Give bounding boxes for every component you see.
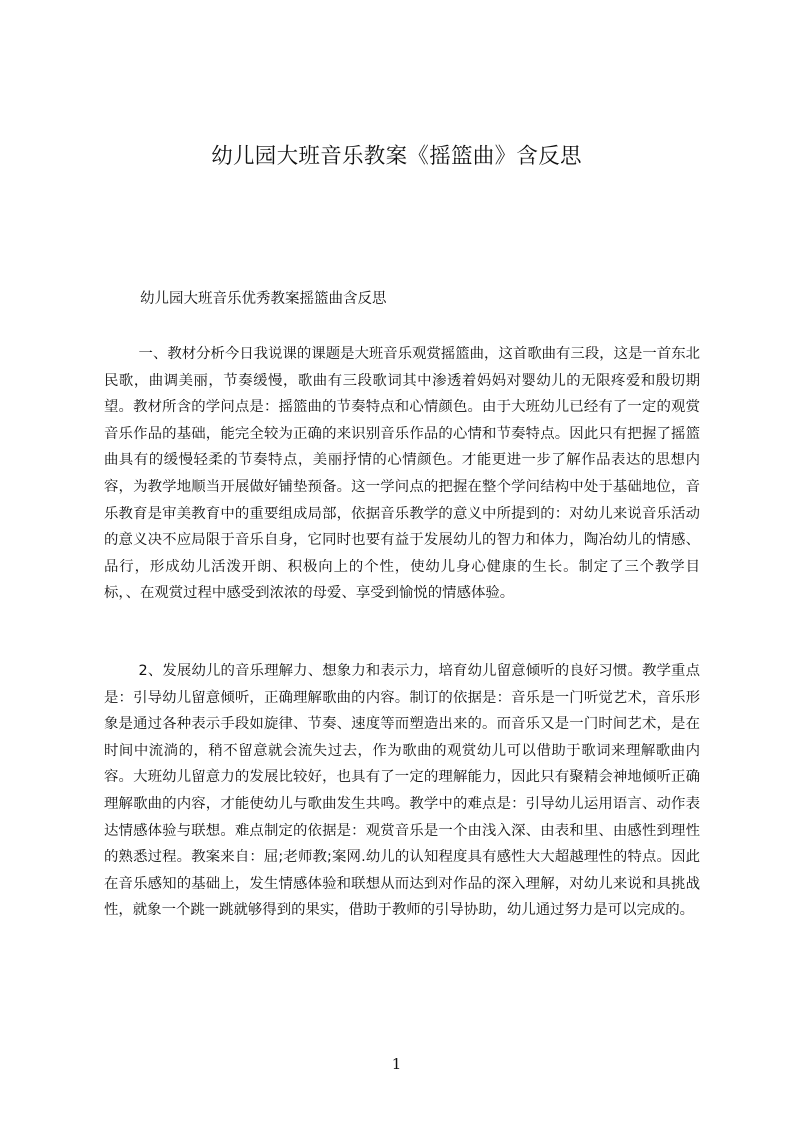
document-subtitle: 幼儿园大班音乐优秀教案摇篮曲含反思 xyxy=(140,291,387,307)
paragraph-teaching-material-analysis: 一、教材分析今日我说课的课题是大班音乐观赏摇篮曲，这首歌曲有三段，这是一首东北民歌，曲调美丽，节奏缓慢，歌曲有三段歌词其中渗透着妈妈对婴幼儿的无限疼爱和殷切期望。教材所含的学问点是：摇篮曲的节奏特点和心情颜色。由于大班幼儿已经有了一定的观赏音乐作品的基础，能完全较为正确的来识别音乐作品的心情和节奏特点。因此只有把握了摇篮曲具有的缓慢轻柔的节奏特点，美丽抒情的心情颜色。才能更进一步了解作品表达的思想内容，为教学地顺当开展做好铺垫预备。这一学问点的把握在整个学问结构中处于基础地位，音乐教育是审美教育中的重要组成局部，依据音乐教学的意义中所提到的：对幼儿来说音乐活动的意义决不应局限于音乐自身，它同时也要有益于发展幼儿的智力和体力，陶冶幼儿的情感、品行，形成幼儿活泼开朗、积极向上的个性，使幼儿身心健康的生长。制定了三个教学目标，、在观赏过程中感受到浓浓的母爱、享受到愉悦的情感体验。 xyxy=(104,346,700,602)
paragraph-teaching-goals-and-key-points: 2、发展幼儿的音乐理解力、想象力和表示力，培育幼儿留意倾听的良好习惯。教学重点是：引导幼儿留意倾听，正确理解歌曲的内容。制订的依据是：音乐是一门听觉艺术，音乐形象是通过各种表示手段如旋律、节奏、速度等而塑造出来的。而音乐又是一门时间艺术，是在时间中流淌的，稍不留意就会流失过去，作为歌曲的观赏幼儿可以借助于歌词来理解歌曲内容。大班幼儿留意力的发展比较好，也具有了一定的理解能力，因此只有聚精会神地倾听正确理解歌曲的内容，才能使幼儿与歌曲发生共鸣。教学中的难点是：引导幼儿运用语言、动作表达情感体验与联想。难点制定的依据是：观赏音乐是一个由浅入深、由表和里、由感性到理性的熟悉过程。教案来自：屈;老师教;案网.幼儿的认知程度具有感性大大超越理性的特点。因此在音乐感知的基础上，发生情感体验和联想从而达到对作品的深入理解，对幼儿来说和具挑战性，就象一个跳一跳就够得到的果实，借助于教师的引导协助，幼儿通过努力是可以完成的。 xyxy=(104,663,700,919)
page-number: 1 xyxy=(391,1055,402,1073)
document-title: 幼儿园大班音乐教案《摇篮曲》含反思 xyxy=(211,144,582,169)
